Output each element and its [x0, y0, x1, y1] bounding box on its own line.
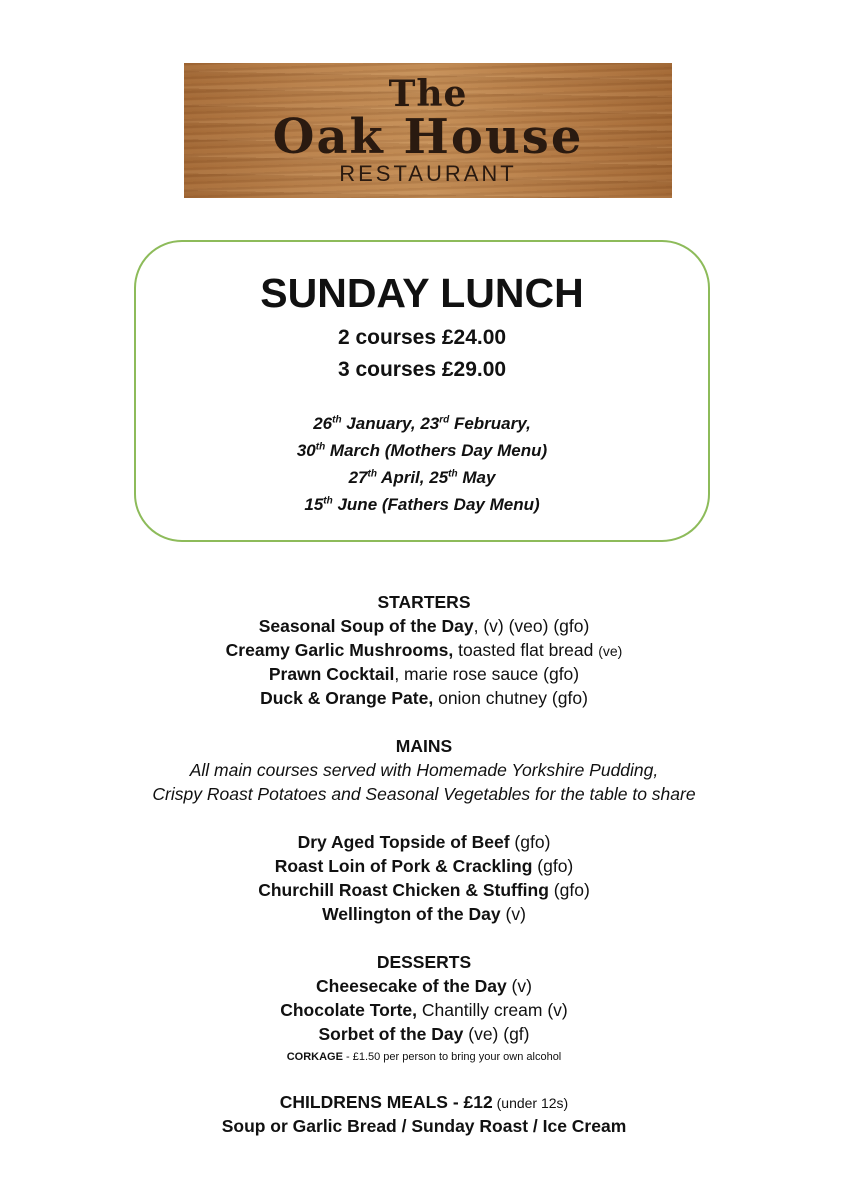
dates-list [136, 410, 708, 518]
menu-item: Seasonal Soup of the Day, (v) (veo) (gfo) [258, 616, 590, 636]
section-heading-mains: MAINS [395, 736, 453, 756]
logo-the: The [388, 73, 468, 115]
menu-item: Creamy Garlic Mushrooms, toasted flat bread (ve) [225, 640, 623, 660]
menu-item: Chocolate Torte, Chantilly cream (v) [280, 1000, 568, 1020]
mains-note: All main courses served with Homemade Yorkshire Pudding, [189, 760, 659, 780]
section-heading-desserts: DESSERTS [376, 952, 472, 972]
price-two-courses: 2 courses £24.00 [337, 326, 507, 349]
childrens-meals-heading: CHILDRENS MEALS - £12 (under 12s) [279, 1092, 569, 1112]
sunday-lunch-box [134, 240, 710, 542]
restaurant-logo [184, 63, 672, 198]
menu-item: Wellington of the Day (v) [322, 904, 526, 924]
logo-subtitle: RESTAURANT [339, 161, 517, 186]
date-line: 15th June (Fathers Day Menu) [304, 495, 540, 514]
section-heading-starters: STARTERS [377, 592, 471, 612]
menu-item: Sorbet of the Day (ve) (gf) [318, 1024, 530, 1044]
menu-item: Roast Loin of Pork & Crackling (gfo) [274, 856, 574, 876]
menu-item: Dry Aged Topside of Beef (gfo) [297, 832, 551, 852]
mains-note: Crispy Roast Potatoes and Seasonal Vegetables for the table to share [152, 784, 696, 804]
page-title: SUNDAY LUNCH [260, 270, 584, 316]
menu-body [0, 590, 848, 1138]
date-line: 30th March (Mothers Day Menu) [296, 441, 548, 460]
childrens-meals-options: Soup or Garlic Bread / Sunday Roast / Ice Cream [221, 1116, 627, 1136]
corkage-note: CORKAGE - £1.50 per person to bring your own alcohol [286, 1051, 562, 1063]
menu-item: Prawn Cocktail, marie rose sauce (gfo) [268, 664, 580, 684]
date-line: 27th April, 25th May [348, 468, 496, 487]
price-three-courses: 3 courses £29.00 [337, 358, 507, 381]
menu-item: Churchill Roast Chicken & Stuffing (gfo) [258, 880, 590, 900]
logo-name: Oak House [272, 109, 584, 165]
menu-item: Duck & Orange Pate, onion chutney (gfo) [260, 688, 588, 708]
date-line: 26th January, 23rd February, [313, 414, 531, 433]
menu-item: Cheesecake of the Day (v) [316, 976, 532, 996]
